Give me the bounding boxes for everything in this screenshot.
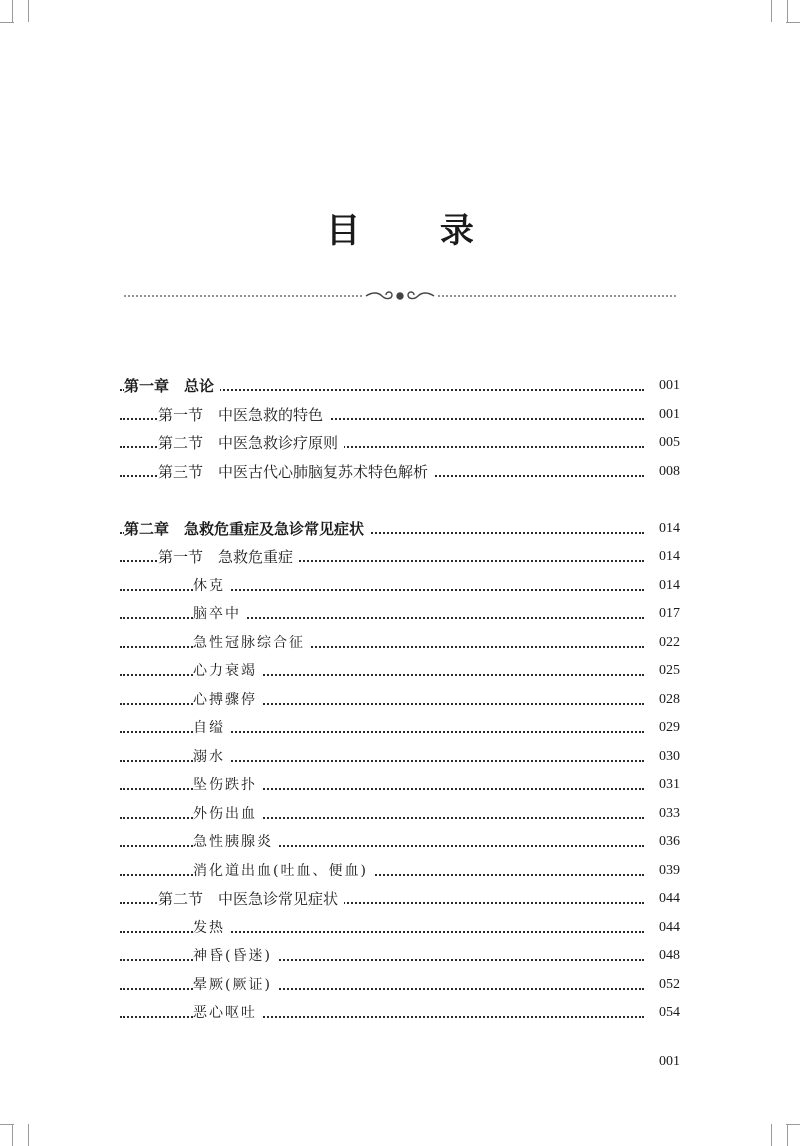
toc-item[interactable] xyxy=(0,600,800,628)
toc-item[interactable] xyxy=(0,914,800,942)
toc-item-label: 消化道出血(吐血、便血) xyxy=(193,857,374,885)
toc-page-number: 054 xyxy=(650,999,680,1027)
toc-page-number: 029 xyxy=(650,714,680,742)
toc-page-number: 048 xyxy=(650,942,680,970)
toc-item-label: 坠伤跌扑 xyxy=(193,771,263,799)
toc-page-number: 036 xyxy=(650,828,680,856)
toc-page-number: 030 xyxy=(650,743,680,771)
toc-page-number: 017 xyxy=(650,600,680,628)
crop-mark xyxy=(771,0,772,22)
toc-section[interactable] xyxy=(0,543,800,571)
toc-item-label: 心搏骤停 xyxy=(193,686,263,714)
toc-section-label: 第二节 中医急救诊疗原则 xyxy=(158,429,344,457)
page-title: 目 录 xyxy=(326,211,508,251)
toc-section[interactable] xyxy=(0,429,800,457)
toc-section[interactable] xyxy=(0,885,800,913)
toc-item[interactable] xyxy=(0,743,800,771)
toc-item-label: 急性冠脉综合征 xyxy=(193,629,311,657)
toc-item[interactable] xyxy=(0,771,800,799)
crop-mark xyxy=(0,22,14,23)
toc-section-label: 第三节 中医古代心肺脑复苏术特色解析 xyxy=(158,458,434,486)
toc-section-label: 第二节 中医急诊常见症状 xyxy=(158,885,344,913)
toc-item-label: 溺水 xyxy=(193,743,231,771)
toc-item[interactable] xyxy=(0,800,800,828)
toc-page-number: 052 xyxy=(650,971,680,999)
toc-section[interactable] xyxy=(0,458,800,486)
toc-item-label: 发热 xyxy=(193,914,231,942)
toc-chapter[interactable] xyxy=(0,372,800,400)
crop-mark xyxy=(787,0,788,22)
toc-page-number: 039 xyxy=(650,857,680,885)
toc-page-number: 014 xyxy=(650,543,680,571)
toc-item[interactable] xyxy=(0,629,800,657)
toc-page-number: 001 xyxy=(650,401,680,429)
toc-page-number: 033 xyxy=(650,800,680,828)
toc-item[interactable] xyxy=(0,572,800,600)
toc-item[interactable] xyxy=(0,657,800,685)
toc-page-number: 031 xyxy=(650,771,680,799)
crop-mark xyxy=(28,0,29,22)
toc-item[interactable] xyxy=(0,686,800,714)
toc-item-label: 神昏(昏迷) xyxy=(193,942,278,970)
toc-page-number: 025 xyxy=(650,657,680,685)
crop-mark xyxy=(787,1124,788,1146)
toc-page-number: 044 xyxy=(650,885,680,913)
toc-page-number: 008 xyxy=(650,458,680,486)
toc-chapter-label: 第一章 总论 xyxy=(124,372,220,400)
toc-item-label: 急性胰腺炎 xyxy=(193,828,279,856)
toc-item-label: 晕厥(厥证) xyxy=(193,971,278,999)
toc-page-number: 022 xyxy=(650,629,680,657)
toc-section-label: 第一节 急救危重症 xyxy=(158,543,299,571)
crop-mark xyxy=(0,1124,14,1125)
crop-mark xyxy=(28,1124,29,1146)
crop-mark xyxy=(12,1124,13,1146)
toc-item-label: 恶心呕吐 xyxy=(193,999,263,1027)
toc-item-label: 心力衰竭 xyxy=(193,657,263,685)
page-number: 001 xyxy=(659,1054,680,1069)
crop-mark xyxy=(786,1124,800,1125)
toc-item-label: 休克 xyxy=(193,572,231,600)
scroll-ornament-icon xyxy=(366,292,434,299)
toc-item[interactable] xyxy=(0,857,800,885)
toc-item[interactable] xyxy=(0,714,800,742)
toc-section[interactable] xyxy=(0,401,800,429)
toc-chapter-label: 第二章 急救危重症及急诊常见症状 xyxy=(124,515,370,543)
crop-mark xyxy=(786,22,800,23)
toc-page-number: 001 xyxy=(650,372,680,400)
ornament-divider xyxy=(124,288,676,304)
toc-item[interactable] xyxy=(0,971,800,999)
toc-item-label: 自缢 xyxy=(193,714,231,742)
toc-section-label: 第一节 中医急救的特色 xyxy=(158,401,329,429)
toc-page-number: 044 xyxy=(650,914,680,942)
toc-chapter[interactable] xyxy=(0,515,800,543)
toc-page-number: 005 xyxy=(650,429,680,457)
toc-item[interactable] xyxy=(0,828,800,856)
crop-mark xyxy=(771,1124,772,1146)
toc-item-label: 脑卒中 xyxy=(193,600,247,628)
toc-item-label: 外伤出血 xyxy=(193,800,263,828)
toc-page-number: 014 xyxy=(650,515,680,543)
toc-page-number: 014 xyxy=(650,572,680,600)
crop-mark xyxy=(12,0,13,22)
toc-item[interactable] xyxy=(0,942,800,970)
toc-page-number: 028 xyxy=(650,686,680,714)
toc-item[interactable] xyxy=(0,999,800,1027)
